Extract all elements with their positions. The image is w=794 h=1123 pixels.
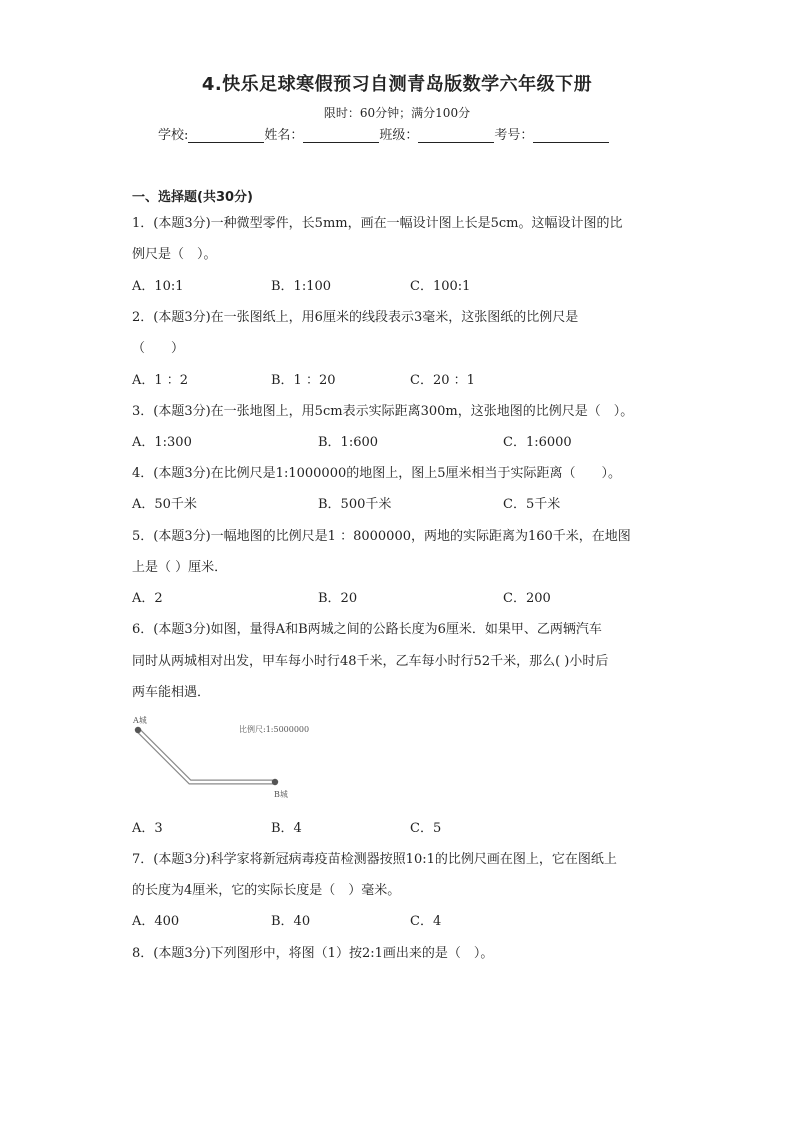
- question-3-line-1: 3．(本题3分)在一张地图上，用5cm表示实际距离300m，这张地图的比例尺是（ ）。: [132, 404, 634, 419]
- q4-option-b[interactable]: B．500千米: [318, 497, 392, 512]
- city-b-dot: [272, 779, 278, 785]
- exam-no-label: 考号：: [494, 128, 534, 143]
- question-8-line-1: 8．(本题3分)下列图形中，将图（1）按2:1画出来的是（ ）。: [132, 946, 494, 961]
- section-heading: 一、选择题(共30分): [132, 190, 253, 205]
- q4-option-a[interactable]: A．50千米: [132, 497, 197, 512]
- name-field[interactable]: [303, 128, 379, 143]
- q5-option-b[interactable]: B．20: [318, 591, 358, 606]
- exam-no-field[interactable]: [533, 128, 609, 143]
- road-outline: [138, 730, 275, 782]
- question-2-line-1: 2．(本题3分)在一张图纸上，用6厘米的线段表示3毫米，这张图纸的比例尺是: [132, 310, 579, 325]
- q2-option-b[interactable]: B．1 ：20: [271, 373, 336, 388]
- q3-option-b[interactable]: B．1:600: [318, 435, 379, 450]
- class-label: 班级：: [379, 128, 419, 143]
- question-2-line-2: （ ）: [132, 341, 185, 356]
- name-label: 姓名：: [264, 128, 304, 143]
- q4-option-c[interactable]: C．5千米: [503, 497, 561, 512]
- page-title: 4.快乐足球寒假预习自测青岛版数学六年级下册: [201, 74, 593, 95]
- question-6-line-2: 同时从两城相对出发，甲车每小时行48千米，乙车每小时行52千米，那么( )小时后: [132, 654, 609, 669]
- student-info-row: [158, 124, 609, 143]
- road-inner: [138, 730, 275, 782]
- q6-option-c[interactable]: C．5: [410, 821, 442, 836]
- school-field[interactable]: [188, 128, 264, 143]
- q1-option-a[interactable]: A．10:1: [132, 279, 184, 294]
- question-7-line-1: 7．(本题3分)科学家将新冠病毒疫苗检测器按照10:1的比例尺画在图上，它在图纸上: [132, 852, 617, 867]
- q5-option-a[interactable]: A．2: [132, 591, 163, 606]
- question-1-line-2: 例尺是（ ）。: [132, 247, 217, 262]
- q7-option-a[interactable]: A．400: [132, 914, 180, 929]
- time-limit: 限时：60分钟；满分100分: [323, 106, 471, 120]
- scale-label: 比例尺:1:5000000: [239, 725, 310, 734]
- city-b-label: B城: [274, 790, 288, 799]
- question-5-line-1: 5．(本题3分)一幅地图的比例尺是1 ：8000000，两地的实际距离为160千米，在地图: [132, 529, 631, 544]
- question-1-line-1: 1．(本题3分)一种微型零件，长5mm，画在一幅设计图上长是5cm。这幅设计图的比: [132, 216, 623, 231]
- city-a-label: A城: [133, 716, 147, 725]
- q7-option-c[interactable]: C．4: [410, 914, 442, 929]
- q3-option-a[interactable]: A．1:300: [132, 435, 192, 450]
- q2-option-c[interactable]: C．20 ：1: [410, 373, 475, 388]
- class-field[interactable]: [418, 128, 494, 143]
- school-label: 学校:: [158, 128, 189, 143]
- question-7-line-2: 的长度为4厘米，它的实际长度是（ ）毫米。: [132, 883, 401, 898]
- q2-option-a[interactable]: A．1 ：2: [132, 373, 189, 388]
- q7-option-b[interactable]: B．40: [271, 914, 311, 929]
- route-map-figure: [130, 712, 330, 802]
- question-6-line-3: 两车能相遇．: [132, 685, 211, 700]
- q5-option-c[interactable]: C．200: [503, 591, 551, 606]
- city-a-dot: [135, 727, 141, 733]
- question-4-line-1: 4．(本题3分)在比例尺是1:1000000的地图上，图上5厘米相当于实际距离（ ）。: [132, 466, 622, 481]
- question-5-line-2: 上是（ ）厘米．: [132, 560, 228, 575]
- q6-option-a[interactable]: A．3: [132, 821, 163, 836]
- q1-option-c[interactable]: C．100:1: [410, 279, 471, 294]
- q6-option-b[interactable]: B．4: [271, 821, 302, 836]
- question-6-line-1: 6．(本题3分)如图，量得A和B两城之间的公路长度为6厘米．如果甲、乙两辆汽车: [132, 622, 602, 637]
- q1-option-b[interactable]: B．1:100: [271, 279, 332, 294]
- q3-option-c[interactable]: C．1:6000: [503, 435, 572, 450]
